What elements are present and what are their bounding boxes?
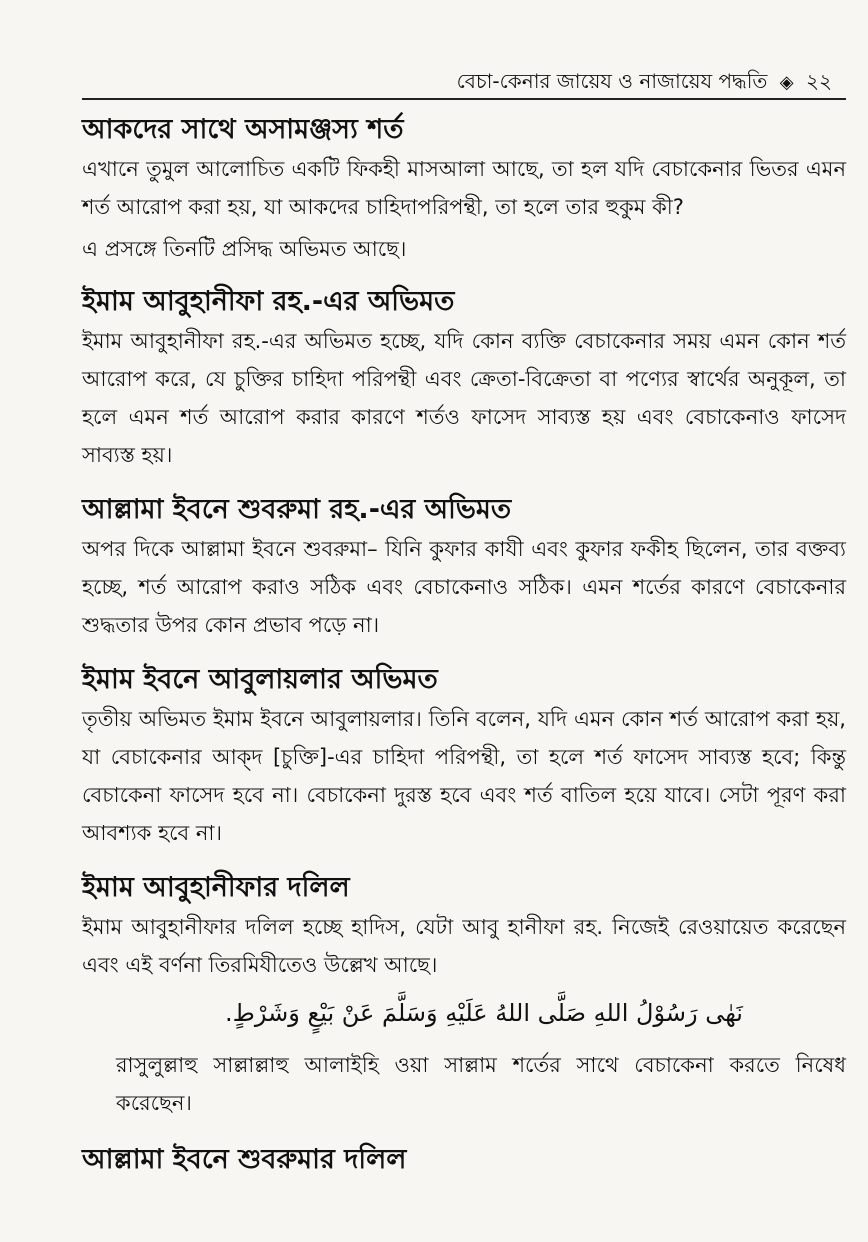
- hadith-arabic-text: نَهٰى رَسُوْلُ اللهِ صَلَّى اللهُ عَلَيْهِ وَسَلَّمَ عَنْ بَيْعٍ وَشَرْطٍ.: [225, 999, 743, 1027]
- page-body: [82, 110, 846, 1180]
- section-paragraph: ইমাম আবুহানীফা রহ.-এর অভিমত হচ্ছে, যদি কোন ব্যক্তি বেচাকেনার সময় এমন কোন শর্ত আরোপ করে, যে চুক্তির চাহিদা পরিপন্থী এবং ক্রেতা-বিক্রেতা বা পণ্যের স্বার্থের অনুকূল, তা হলে এমন শর্ত আরোপ করার কারণে শর্তও ফাসেদ সাব্যস্ত হয় এবং বেচাকেনাও ফাসেদ সাব্যস্ত হয়।: [82, 329, 846, 467]
- section-note: এ প্রসঙ্গে তিনটি প্রসিদ্ধ অভিমত আছে।: [82, 237, 407, 261]
- running-header: [82, 62, 846, 100]
- section-abu-hanifa-evidence: [82, 868, 846, 1122]
- section-contradictory-condition: [82, 110, 846, 268]
- page-number: ২২: [805, 69, 832, 93]
- section-paragraph: অপর দিকে আল্লামা ইবনে শুবরুমা– যিনি কুফার কাযী এবং কুফার ফকীহ ছিলেন, তার বক্তব্য হচ্ছে, শর্ত আরোপ করাও সঠিক এবং বেচাকেনাও সঠিক। এমন শর্তের কারণে বেচাকেনার শুদ্ধতার উপর কোন প্রভাব পড়ে না।: [82, 537, 846, 637]
- section-heading: ইমাম আবুহানীফার দলিল: [82, 872, 350, 903]
- hadith-translation: রাসুলুল্লাহু সাল্লাল্লাহু আলাইহি ওয়া সাল্লাম শর্তের সাথে বেচাকেনা করতে নিষেধ করেছেন।: [116, 1053, 846, 1115]
- diamond-icon: ◈: [779, 72, 794, 93]
- book-title: বেচা-কেনার জায়েয ও নাজায়েয পদ্ধতি: [456, 69, 768, 93]
- section-heading-ibn-shubruma-evidence: আল্লামা ইবনে শুবরুমার দলিল: [82, 1144, 407, 1175]
- section-ibn-shubruma-opinion: [82, 490, 846, 644]
- section-heading: আল্লামা ইবনে শুবরুমা রহ.-এর অভিমত: [82, 494, 512, 525]
- section-paragraph: তৃতীয় অভিমত ইমাম ইবনে আবুলায়লার। তিনি বলেন, যদি এমন কোন শর্ত আরোপ করা হয়, যা বেচাকেনার আক্দ [চুক্তি]-এর চাহিদা পরিপন্থী, তা হলে শর্ত ফাসেদ সাব্যস্ত হবে; কিন্তু বেচাকেনা ফাসেদ হবে না। বেচাকেনা দুরস্ত হবে এবং শর্ত বাতিল হয়ে যাবে। সেটা পূরণ করা আবশ্যক হবে না।: [82, 707, 846, 845]
- section-heading: ইমাম ইবনে আবুলায়লার অভিমত: [82, 664, 438, 695]
- section-ibn-abi-layla-opinion: [82, 660, 846, 852]
- section-heading: ইমাম আবুহানীফা রহ.-এর অভিমত: [82, 286, 455, 317]
- section-paragraph: ইমাম আবুহানীফার দলিল হচ্ছে হাদিস, যেটা আবু হানীফা রহ. নিজেই রেওয়ায়েত করেছেন এবং এই বর্ণনা তিরমিযীতেও উল্লেখ আছে।: [82, 915, 846, 977]
- section-heading: আকদের সাথে অসামঞ্জস্য শর্ত: [82, 114, 404, 145]
- section-paragraph: এখানে তুমুল আলোচিত একটি ফিকহী মাসআলা আছে, তা হল যদি বেচাকেনার ভিতর এমন শর্ত আরোপ করা হয়, যা আকদের চাহিদাপরিপন্থী, তা হলে তার হুকুম কী?: [82, 157, 846, 219]
- section-abu-hanifa-opinion: [82, 282, 846, 474]
